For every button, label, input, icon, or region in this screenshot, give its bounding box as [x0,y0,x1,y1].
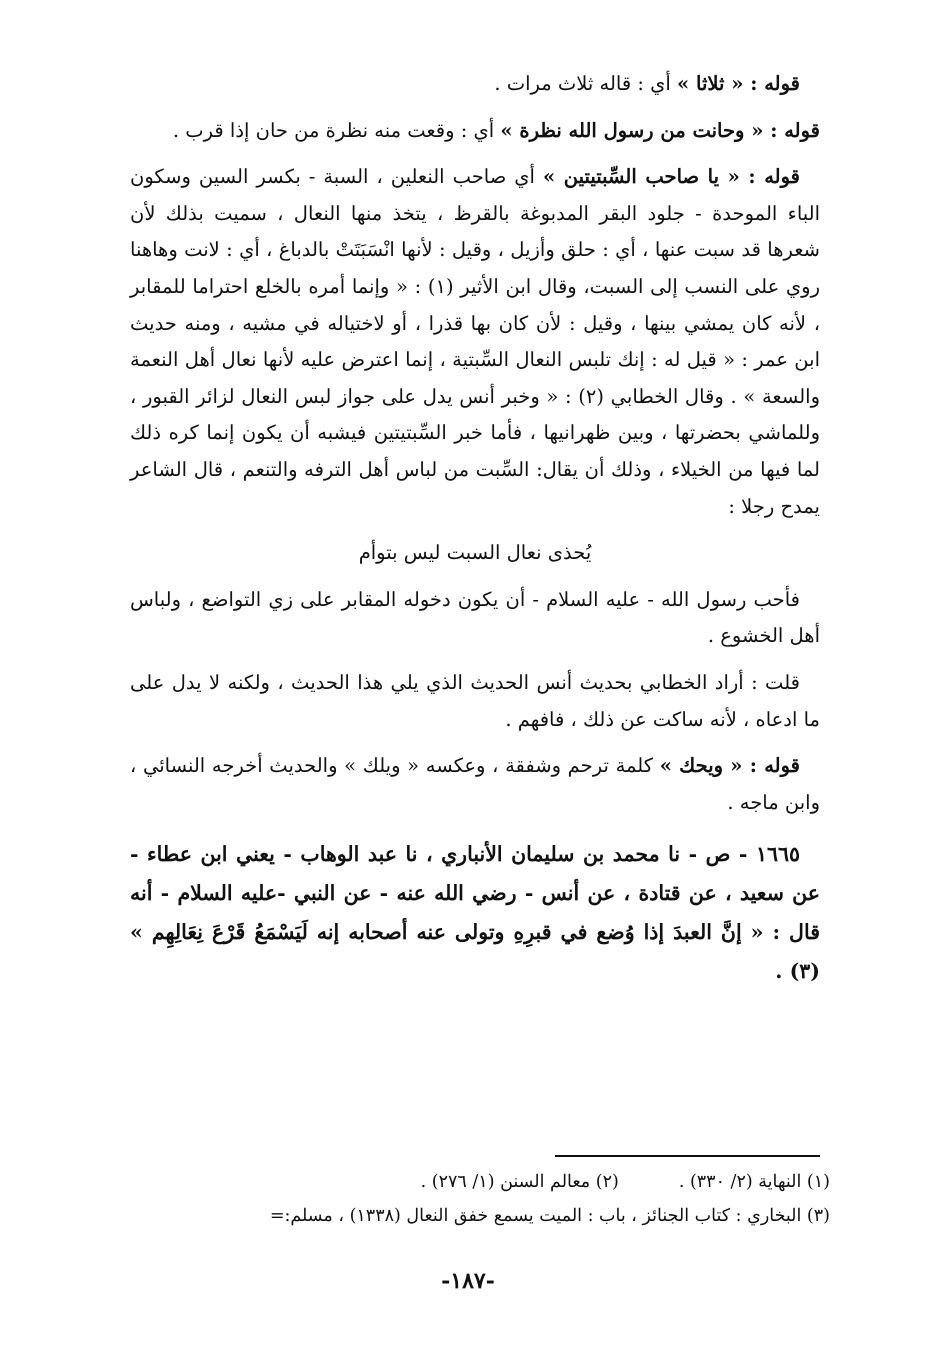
footnote-3: (٣) البخاري : كتاب الجنائز ، باب : الميت يسمع خفق النعال (١٣٣٨) ، مسلم:= [269,1206,830,1226]
page-number: -١٨٧- [441,1268,495,1294]
main-text [130,66,820,991]
author-note-paragraph: قلت : أراد الخطابي بحديث أنس الحديث الذي يلي هذا الحديث ، ولكنه لا يدل على ما ادعاه ، لأنه ساكت عن ذلك ، فافهم . [130,670,820,731]
commentary-paragraph-2 [130,113,820,150]
commentary-keyword: قوله : « يا صاحب السِّبتيتين » [542,165,801,189]
commentary-paragraph-3 [130,159,820,525]
footnote-line-1 [140,1165,830,1199]
commentary-paragraph-1 [130,66,820,103]
footnote-divider [555,1155,820,1157]
hadith-text: ١٦٦٥ - ص - نا محمد بن سليمان الأنباري ، نا عبد الوهاب - يعني ابن عطاء - عن سعيد ، عن قتادة ، عن أنس - رضي الله عنه - عن النبي -عليه السلام - أنه قال : « إنَّ العبدَ إذا وُضع في قبرِهِ وتولى عنه أصحابه إنه لَيَسْمَعُ قَرْعَ نِعَالِهِم » (٣) . [130,842,820,984]
commentary-keyword: قوله : « وحانت من رسول الله نظرة » [500,118,820,142]
footnote-1: (١) النهاية (٢/ ٣٣٠) . [678,1172,830,1192]
poetry-verse: يُحذى نعال السبت ليس بتوأم [358,541,592,565]
footnotes [140,1165,830,1233]
commentary-text: أي : وقعت منه نظرة من حان إذا قرب . [172,118,501,142]
commentary-text: أي : قاله ثلاث مرات . [494,72,678,95]
commentary-text: كلمة ترحم وشفقة ، وعكسه « ويلك » والحديث أخرجه النسائي ، وابن ماجه . [130,754,820,814]
commentary-keyword: قوله : « ويحك » [659,754,800,778]
commentary-paragraph-4: فأحب رسول الله - عليه السلام - أن يكون دخوله المقابر على زي التواضع ، ولباس أهل الخشوع . [130,587,820,648]
footnote-2: (٢) معالم السنن (١/ ٢٧٦) . [420,1172,619,1192]
commentary-keyword: قوله : « ثلاثا » [677,72,800,95]
commentary-text: أي صاحب النعلين ، السبة - بكسر السين وسكون الباء الموحدة - جلود البقر المدبوغة بالقرظ ، يتخذ منها النعال ، سميت بذلك لأن شعرها قد سبت عنها ، أي : حلق وأزيل ، وقيل : لأنها انْسَبَتَتْ بالدباغ ، أي : لانت وهاهنا روي على النسب إلى السبت، وقال ابن الأثير (١) : « وإنما أمره بالخلع احتراما للمقابر ، لأنه كان يمشي بينها ، وقيل : لأن كان بها قذرا ، أو لاختياله في مشيه ، ومنه حديث ابن عمر : « قيل له : إنك تلبس النعال السِّبتية ، إنما اعترض عليه لأنها نعال أهل النعمة والسعة » . وقال الخطابي (٢) : « وخبر أنس يدل على جواز لبس النعال لزائر القبور ، وللماشي بحضرتها ، وبين ظهرانيها ، فأما خبر السِّبتيتين فيشبه أن يكون إنما كره ذلك لما فيها من الخيلاء ، وذلك أن يقال: السِّبت من لباس أهل الترفه والتنعم ، قال الشاعر يمدح رجلا : [130,165,820,518]
commentary-paragraph-5 [130,748,820,821]
